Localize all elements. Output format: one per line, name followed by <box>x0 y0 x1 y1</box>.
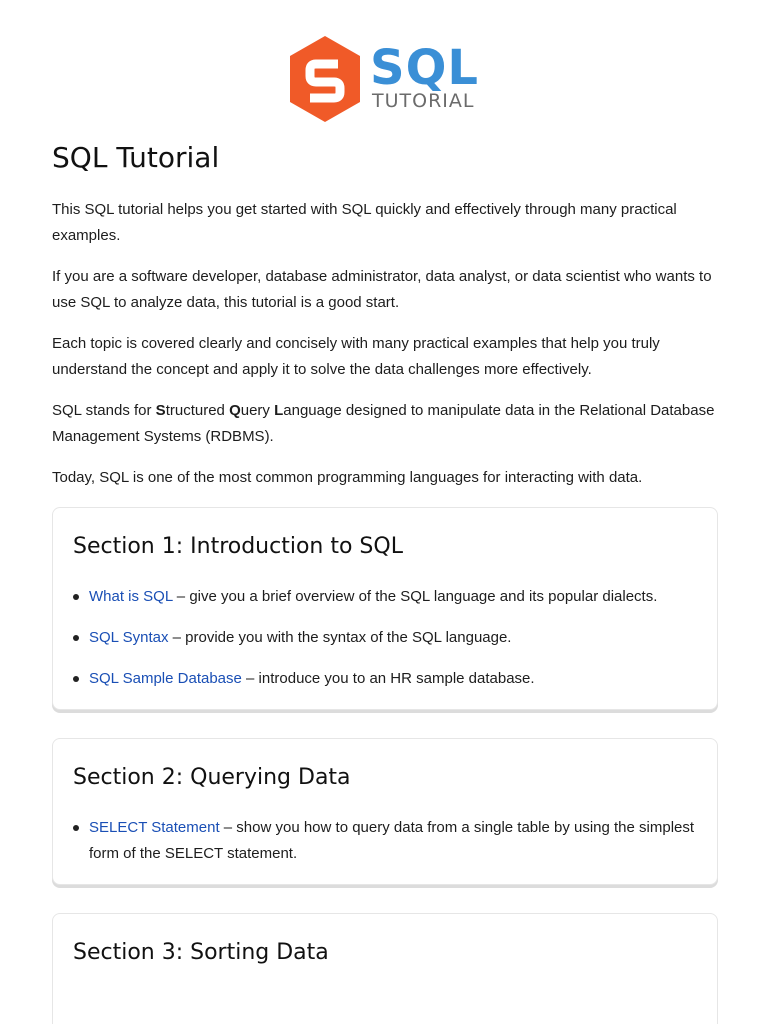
link-sql-sample-database[interactable]: SQL Sample Database <box>89 670 242 687</box>
list-item: SELECT Statement – show you how to query data from a single table by using the simplest form of the SELECT statement. <box>73 815 697 867</box>
section-list <box>73 815 697 867</box>
section-card-3 <box>52 913 718 1024</box>
sql-hexagon-logo-icon <box>288 34 362 124</box>
intro-paragraph-3: Each topic is covered clearly and concisely with many practical examples that help you truly understand the concept and apply it to solve the data challenges more effectively. <box>52 335 660 378</box>
list-item: SQL Sample Database – introduce you to an HR sample database. <box>73 666 697 692</box>
closing-paragraph: Today, SQL is one of the most common programming languages for interacting with data. <box>52 469 643 486</box>
section-title: Section 3: Sorting Data <box>73 940 329 965</box>
section-title: Section 2: Querying Data <box>73 765 351 790</box>
logo-title: SQL <box>370 40 479 96</box>
list-item: What is SQL – give you a brief overview of the SQL language and its popular dialects. <box>73 584 697 610</box>
section-card-1 <box>52 507 718 710</box>
intro-paragraph-1: This SQL tutorial helps you get started with SQL quickly and effectively through many practical examples. <box>52 201 677 244</box>
link-what-is-sql[interactable]: What is SQL <box>89 588 173 605</box>
acronym-paragraph: SQL stands for Structured Query Language designed to manipulate data in the Relational Database Management Systems (RDBMS). <box>52 402 715 445</box>
section-title: Section 1: Introduction to SQL <box>73 534 403 559</box>
site-logo[interactable] <box>288 34 479 124</box>
page-title: SQL Tutorial <box>52 141 220 174</box>
intro-paragraph-2: If you are a software developer, database administrator, data analyst, or data scientist who wants to use SQL to analyze data, this tutorial is a good start. <box>52 268 712 311</box>
logo-subtitle: TUTORIAL <box>372 90 475 112</box>
link-select-statement[interactable]: SELECT Statement <box>89 819 220 836</box>
section-list <box>73 584 697 692</box>
section-card-2 <box>52 738 718 885</box>
main-content <box>52 140 718 506</box>
link-sql-syntax[interactable]: SQL Syntax <box>89 629 169 646</box>
list-item: SQL Syntax – provide you with the syntax of the SQL language. <box>73 625 697 651</box>
